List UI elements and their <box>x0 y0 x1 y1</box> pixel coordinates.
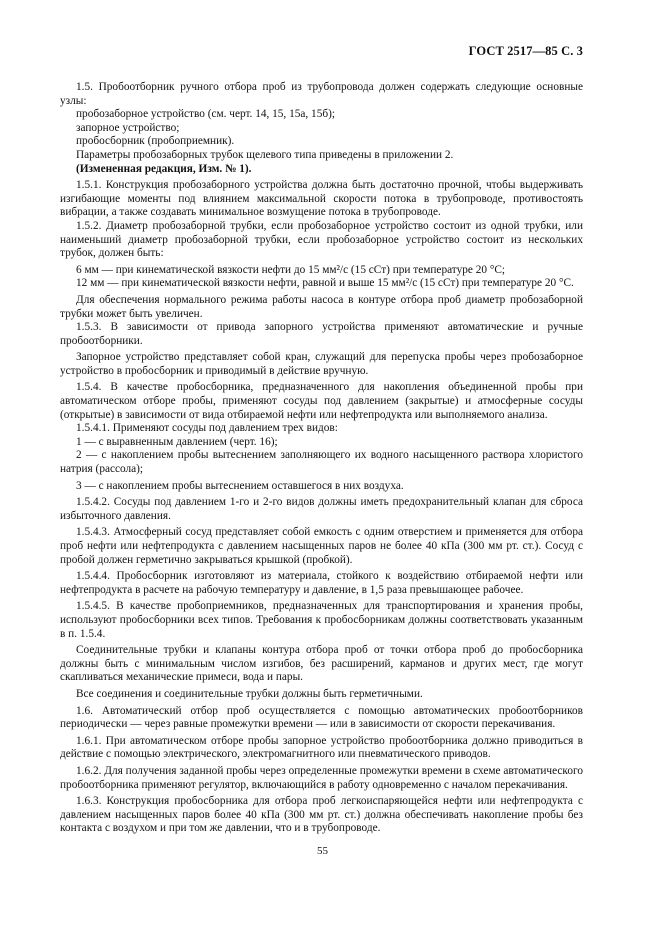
paragraph-hermetic: Все соединения и соединительные трубки должны быть герметичными. <box>76 687 423 700</box>
paragraph-connecting-tubes: Соединительные трубки и клапаны контура отбора проб от точки отбора проб до пробосборника должны быть с минимальным числом изгибов, без расширений, карманов и других мест, где могут скапливаться механические примеси, вода и пары. <box>60 644 583 684</box>
list-item-type-3: 3 — с накоплением пробы вытеснением оставшегося в них воздуха. <box>76 479 404 492</box>
paragraph-shutoff-valve: Запорное устройство представляет собой кран, служащий для перепуска пробы через пробозаборное устройство в пробосборник и приводимый в действие вручную. <box>60 351 583 377</box>
list-item-sampling-device: пробозаборное устройство (см. черт. 14, 15, 15а, 15б); <box>76 108 335 121</box>
paragraph-6mm: 6 мм — при кинематической вязкости нефти до 15 мм²/с (15 сСт) при температуре 20 °С; <box>76 263 506 276</box>
paragraph-1-5-4-2: 1.5.4.2. Сосуды под давлением 1-го и 2-го видов должны иметь предохранительный клапан для сброса избыточного давления. <box>60 496 583 522</box>
list-item-type-2: 2 — с накоплением пробы вытеснением заполняющего их водного насыщенного раствора хлористого натрия (рассола); <box>60 449 583 476</box>
list-item-sample-collector: пробосборник (пробоприемник). <box>76 135 235 148</box>
paragraph-1-6: 1.6. Автоматический отбор проб осуществляется с помощью автоматических пробоотборников периодически — через равные промежутки времени — или в зависимости от скорости перекачивания. <box>60 704 583 731</box>
paragraph-1-6-1: 1.6.1. При автоматическом отборе пробы запорное устройство пробоотборника должно приводиться в действие с помощью электрического, электромагнитного или пневматического приводов. <box>60 734 583 761</box>
page-number: 55 <box>317 845 328 857</box>
paragraph-1-5: 1.5. Пробоотборник ручного отбора проб из трубопровода должен содержать следующие основные узлы: <box>60 81 583 107</box>
document-body <box>60 81 583 836</box>
paragraph-1-5-3: 1.5.3. В зависимости от привода запорного устройства применяют автоматические и ручные пробоотборники. <box>60 321 583 347</box>
paragraph-12mm: 12 мм — при кинематической вязкости нефти, равной и выше 15 мм²/с (15 сСт) при температуре 20 °С. <box>76 277 574 290</box>
paragraph-1-5-4-3: 1.5.4.3. Атмосферный сосуд представляет собой емкость с одним отверстием и применяется для отбора проб нефти или нефтепродукта с давлением насыщенных паров не более 40 кПа (300 мм рт. ст.). Сосуд с пробой должен герметично закрываться крышкой (пробкой). <box>60 526 583 566</box>
paragraph-1-6-3: 1.6.3. Конструкция пробосборника для отбора проб легкоиспаряющейся нефти или нефтепродукта с давлением насыщенных паров более 40 кПа (300 мм рт. ст.) должна обеспечивать накопление пробы без контакта с воздухом и при том же давлении, что и в трубопроводе. <box>60 795 583 835</box>
list-item-type-1: 1 — с выравненным давлением (черт. 16); <box>76 435 278 448</box>
list-item-shutoff-device: запорное устройство; <box>76 121 180 134</box>
page-header: ГОСТ 2517—85 С. 3 <box>468 44 583 58</box>
amendment-note: (Измененная редакция, Изм. № 1). <box>76 162 252 175</box>
paragraph-1-5-1: 1.5.1. Конструкция пробозаборного устройства должна быть достаточно прочной, чтобы выдерживать изгибающие моменты под влиянием максимальной скорости потока в трубопроводе, противостоять вибрации, а также создавать минимальное возмущение потока в трубопроводе. <box>60 179 583 219</box>
paragraph-1-5-4-1: 1.5.4.1. Применяют сосуды под давлением трех видов: <box>76 422 338 435</box>
paragraph-1-5-4: 1.5.4. В качестве пробосборника, предназначенного для накопления объединенной пробы при автоматическом отборе пробы, применяют сосуды под давлением (закрытые) и атмосферные сосуды (открытые) в зависимости от вида отбираемой нефти или нефтепродукта или выполняемого анализа. <box>60 381 583 421</box>
paragraph-slot-tubes: Параметры пробозаборных трубок щелевого типа приведены в приложении 2. <box>76 148 454 161</box>
paragraph-1-5-4-5: 1.5.4.5. В качестве пробоприемников, предназначенных для транспортирования и хранения пробы, используют пробосборники всех типов. Требования к пробосборникам должны соответствовать указанным в п. 1.5.4. <box>60 600 583 640</box>
paragraph-pump-mode: Для обеспечения нормального режима работы насоса в контуре отбора проб диаметр пробозаборной трубки может быть увеличен. <box>60 293 583 320</box>
paragraph-1-6-2: 1.6.2. Для получения заданной пробы через определенные промежутки времени в схеме автоматического пробоотборника применяют регулятор, включающийся в работу одновременно с началом перекачивания. <box>60 764 583 791</box>
paragraph-1-5-4-4: 1.5.4.4. Пробосборник изготовляют из материала, стойкого к воздействию отбираемой нефти или нефтепродукта в расчете на рабочую температуру и давление, в 1,5 раза превышающее рабочее. <box>60 570 583 596</box>
paragraph-1-5-2: 1.5.2. Диаметр пробозаборной трубки, если пробозаборное устройство состоит из одной трубки, или наименьший диаметр пробозаборной трубки, если пробозаборное устройство состоит из нескольких трубок, должен быть: <box>60 219 583 260</box>
